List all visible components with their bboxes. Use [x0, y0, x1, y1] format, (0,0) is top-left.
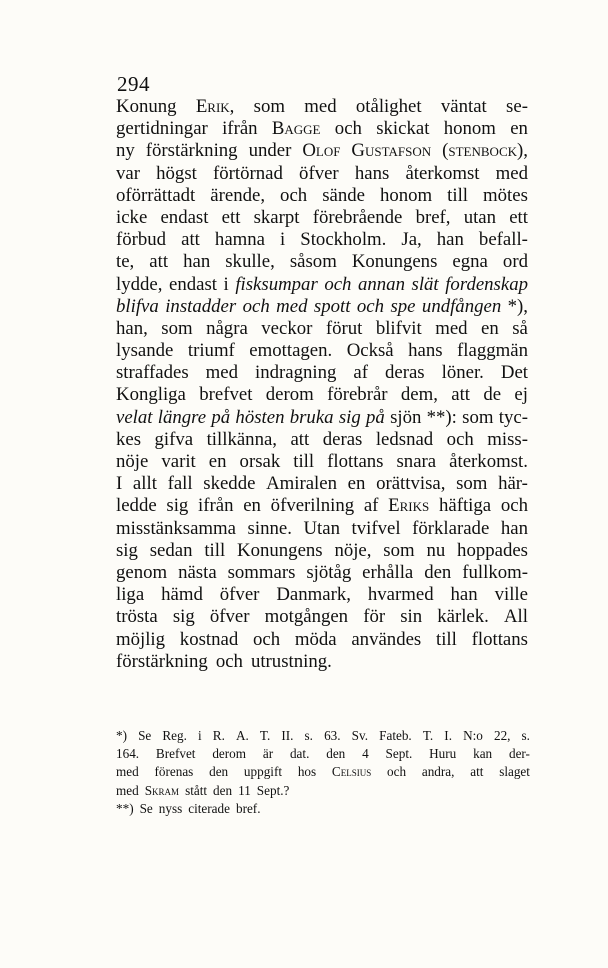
- word: löner.: [441, 362, 484, 384]
- word: och: [242, 295, 270, 317]
- word: fisksumpar: [235, 273, 318, 295]
- word: tillkänna,: [206, 428, 277, 450]
- word: misstänksamma: [116, 517, 236, 539]
- word: uppgift: [243, 764, 283, 780]
- text-line: [116, 185, 528, 207]
- word: derom: [265, 384, 314, 406]
- word: Reg.: [162, 728, 187, 743]
- word: att: [470, 764, 484, 780]
- word: den: [213, 782, 233, 798]
- word: hvarmed: [367, 584, 434, 606]
- word: fullkom-: [462, 561, 528, 583]
- word: derom: [212, 746, 247, 762]
- word: och: [252, 628, 281, 650]
- word: Bagge: [271, 118, 321, 140]
- word: **):: [426, 406, 457, 428]
- word: lydde,: [116, 273, 163, 295]
- word: öfver: [209, 606, 250, 628]
- word: Eriks: [388, 495, 430, 517]
- word: erhålla: [362, 561, 414, 583]
- word: ett: [509, 206, 528, 228]
- footnote-line: [116, 727, 530, 745]
- word: den: [424, 561, 452, 583]
- word: återkomst.: [449, 451, 528, 472]
- word: förstärkning: [145, 140, 238, 162]
- word: sig: [338, 406, 361, 428]
- word: N:o: [463, 728, 483, 743]
- word: endast: [160, 206, 209, 228]
- footnotes: [116, 727, 530, 818]
- word: fordenskap: [445, 273, 528, 295]
- word: dat.: [289, 746, 310, 762]
- word: Huru: [429, 746, 457, 762]
- word: han: [436, 229, 464, 251]
- word: öfver: [299, 162, 339, 184]
- text-line: [116, 118, 528, 140]
- word: Brefvet: [155, 746, 196, 762]
- word: förbud: [116, 229, 167, 251]
- word: varit: [161, 451, 196, 472]
- word: förut: [325, 317, 363, 339]
- word: flottans: [471, 628, 528, 650]
- word: sjötåg: [306, 561, 352, 583]
- word: T.: [422, 728, 434, 743]
- word: se-: [506, 96, 528, 117]
- word: såsom: [289, 251, 337, 273]
- word: att: [290, 428, 310, 450]
- word: I.: [444, 728, 452, 743]
- word: hans: [408, 340, 443, 362]
- word: miss-: [487, 428, 528, 450]
- word: i: [198, 728, 202, 743]
- word: nöje,: [334, 539, 372, 561]
- word: genom: [116, 561, 168, 583]
- word: ifrån: [222, 118, 258, 140]
- text-line: [116, 562, 528, 584]
- word: och: [500, 495, 528, 517]
- page-number: 294: [117, 72, 150, 96]
- word: ett: [221, 206, 241, 228]
- word: längre: [157, 406, 207, 428]
- word: med: [495, 162, 528, 184]
- text-line: [116, 362, 528, 384]
- word: och: [280, 184, 308, 206]
- word: kärlek.: [437, 606, 489, 628]
- word: te,: [116, 251, 135, 273]
- word: kes: [116, 428, 142, 450]
- word: och: [215, 650, 243, 672]
- text-line: [116, 274, 528, 296]
- word: deras: [322, 428, 363, 450]
- word: tyc-: [498, 406, 528, 428]
- word: lysande: [116, 340, 174, 362]
- word: A.: [235, 728, 249, 743]
- word: i: [280, 229, 286, 251]
- text-line: [116, 340, 528, 362]
- word: en: [510, 118, 528, 140]
- word: emottagen.: [249, 340, 333, 362]
- word: och: [356, 295, 384, 317]
- word: T.: [259, 728, 271, 743]
- word: annan: [358, 273, 405, 295]
- word: hos: [297, 764, 317, 780]
- word: *): [116, 728, 127, 743]
- word: han: [450, 584, 478, 606]
- word: bref.: [235, 800, 261, 816]
- word: nästa: [178, 561, 217, 583]
- word: förebrående: [312, 206, 403, 228]
- word: hämd: [161, 584, 203, 606]
- word: egna: [452, 251, 488, 273]
- word: förebrår: [327, 384, 388, 406]
- word: i: [223, 273, 229, 295]
- text-line: [116, 229, 528, 251]
- word: instadder: [165, 295, 237, 317]
- word: med: [116, 782, 139, 798]
- footnote-line: [116, 763, 530, 781]
- word: velat: [116, 406, 153, 428]
- word: citerade: [188, 800, 230, 816]
- word: ledde: [116, 495, 157, 517]
- word: nu: [426, 539, 446, 561]
- word: icke: [116, 206, 148, 228]
- word: kostnad: [179, 628, 239, 650]
- text-line: [116, 451, 528, 473]
- text-line: [116, 407, 528, 429]
- word: att: [149, 251, 169, 273]
- word: utan: [463, 206, 497, 228]
- word: honom: [443, 118, 496, 140]
- word: bref,: [415, 206, 451, 228]
- word: motgången: [264, 606, 349, 628]
- word: sig: [166, 495, 189, 517]
- word: som: [383, 539, 415, 561]
- text-line: [116, 495, 528, 517]
- word: förstärkning: [116, 650, 208, 672]
- word: sin: [400, 606, 423, 628]
- text-line: [116, 584, 528, 606]
- word: ej: [514, 384, 528, 406]
- word: ville: [494, 584, 528, 606]
- word: med: [276, 295, 308, 317]
- word: sinne.: [247, 517, 292, 539]
- word: oförrättadt: [116, 184, 196, 206]
- word: bruka: [289, 406, 334, 428]
- text-line: [116, 140, 528, 162]
- word: att: [451, 384, 471, 406]
- word: möda: [294, 628, 337, 650]
- word: förklarade: [412, 517, 490, 539]
- word: öfver: [219, 584, 260, 606]
- word: kan: [473, 746, 493, 762]
- word: som: [456, 473, 488, 495]
- word: de: [483, 384, 502, 406]
- word: nöje: [116, 451, 149, 472]
- word: hans: [354, 162, 390, 184]
- word: ifrån: [198, 495, 234, 517]
- word: Skram: [144, 782, 180, 798]
- word: hoppades: [457, 539, 528, 561]
- word: Sv.: [351, 728, 369, 743]
- word: några: [206, 317, 248, 339]
- footnote-line: [116, 800, 530, 818]
- text-line: [116, 629, 528, 651]
- word: undfången: [421, 295, 502, 317]
- word: slaget: [499, 764, 530, 780]
- word: endast: [168, 273, 217, 295]
- word: straffades: [116, 362, 189, 384]
- word: användes: [351, 628, 422, 650]
- word: en: [208, 451, 227, 472]
- word: Danmark,: [276, 584, 351, 606]
- word: skickat: [376, 118, 430, 140]
- word: ärende,: [210, 184, 266, 206]
- word: Stockholm.: [300, 229, 387, 251]
- word: sedan: [149, 539, 193, 561]
- word: utrustning.: [250, 650, 332, 672]
- body-text: [116, 96, 528, 673]
- word: möjlig: [116, 628, 166, 650]
- text-line: [116, 96, 528, 118]
- word: Sept.?: [256, 782, 290, 798]
- word: flottans: [327, 451, 384, 472]
- word: han: [500, 517, 528, 539]
- word: Gustafson: [351, 140, 432, 162]
- word: och: [387, 764, 407, 780]
- word: sig: [172, 606, 195, 628]
- word: deras: [384, 362, 425, 384]
- word: blifva: [116, 295, 159, 317]
- word: väntat: [440, 96, 487, 117]
- word: gifva: [154, 428, 194, 450]
- word: skedde: [203, 473, 256, 495]
- word: indragning: [255, 362, 337, 384]
- word: sände: [322, 184, 365, 206]
- word: skulle,: [225, 251, 275, 273]
- word: Amiralen: [266, 473, 338, 495]
- word: Utan: [303, 517, 340, 539]
- word: Erik,: [195, 96, 235, 117]
- word: **): [116, 800, 134, 816]
- word: till: [447, 184, 469, 206]
- word: brefvet: [199, 384, 253, 406]
- word: till: [435, 628, 457, 650]
- word: snara: [396, 451, 437, 472]
- word: 11: [238, 782, 251, 798]
- word: Också: [346, 340, 394, 362]
- word: med: [116, 764, 139, 780]
- word: Olof: [302, 140, 341, 162]
- word: häftiga: [438, 495, 492, 517]
- word: med: [435, 317, 468, 339]
- text-line: [116, 251, 528, 273]
- word: en: [481, 317, 499, 339]
- footnote-line: [116, 745, 530, 763]
- text-line: [116, 540, 528, 562]
- word: Se: [138, 728, 152, 743]
- word: han: [183, 251, 211, 273]
- text-line: [116, 473, 528, 495]
- word: och: [334, 118, 362, 140]
- word: högst: [156, 162, 197, 184]
- word: R.: [212, 728, 225, 743]
- text-line: [116, 606, 528, 628]
- word: 22,: [493, 728, 511, 743]
- text-line: [116, 296, 528, 318]
- word: 164.: [116, 746, 140, 762]
- text-line: [116, 518, 528, 540]
- word: fall: [167, 473, 193, 495]
- word: liga: [116, 584, 145, 606]
- word: Kongliga: [116, 384, 186, 406]
- word: Det: [500, 362, 528, 384]
- word: 63.: [324, 728, 341, 743]
- word: ledsnad: [375, 428, 434, 450]
- word: till: [204, 539, 226, 561]
- word: orsak: [239, 451, 281, 472]
- word: slät: [411, 273, 439, 295]
- word: spott: [313, 295, 351, 317]
- word: s.: [521, 728, 530, 743]
- word: ny: [116, 140, 135, 162]
- text-line: [116, 384, 528, 406]
- word: I: [116, 473, 123, 495]
- word: på: [211, 406, 231, 428]
- word: Konungens: [237, 539, 323, 561]
- word: flaggmän: [457, 340, 528, 362]
- word: Celsius: [331, 764, 372, 780]
- word: allt: [132, 473, 157, 495]
- word: trösta: [116, 606, 158, 628]
- word: och: [324, 273, 352, 295]
- word: den: [209, 764, 229, 780]
- word: *),: [507, 295, 528, 317]
- word: att: [181, 229, 200, 251]
- word: dem,: [400, 384, 438, 406]
- text-line: [116, 651, 528, 673]
- word: Sept.: [385, 746, 413, 762]
- text-line: [116, 163, 528, 185]
- word: nyss: [158, 800, 183, 816]
- word: sommars: [227, 561, 296, 583]
- word: s.: [304, 728, 313, 743]
- word: honom: [379, 184, 433, 206]
- word: Fateb.: [379, 728, 412, 743]
- word: som: [253, 96, 285, 117]
- word: Konung: [116, 96, 177, 117]
- word: som: [462, 406, 494, 428]
- word: blifvit: [375, 317, 422, 339]
- word: otålighet: [355, 96, 422, 117]
- word: skarpt: [253, 206, 300, 228]
- word: befall-: [478, 229, 528, 251]
- word: han,: [116, 317, 148, 339]
- word: öfverilning: [270, 495, 355, 517]
- word: med: [205, 362, 239, 384]
- word: 4: [362, 746, 369, 762]
- word: som: [161, 317, 193, 339]
- word: II.: [281, 728, 294, 743]
- word: orättvisa,: [376, 473, 446, 495]
- word: återkomst: [405, 162, 480, 184]
- word: med: [304, 96, 337, 117]
- word: stått: [185, 782, 208, 798]
- word: den: [326, 746, 346, 762]
- word: gertidningar: [116, 118, 208, 140]
- word: till: [293, 451, 315, 472]
- word: hösten: [235, 406, 285, 428]
- word: var: [116, 162, 140, 184]
- word: af: [353, 362, 368, 384]
- word: Se: [139, 800, 153, 816]
- word: på: [366, 406, 385, 428]
- word: triumf: [187, 340, 235, 362]
- word: der-: [508, 746, 530, 762]
- word: sjön: [390, 406, 422, 428]
- word: är: [262, 746, 274, 762]
- word: spe: [390, 295, 416, 317]
- word: under: [248, 140, 292, 162]
- word: förtörnad: [213, 162, 283, 184]
- word: andra,: [421, 764, 455, 780]
- word: här-: [498, 473, 528, 495]
- text-line: [116, 207, 528, 229]
- word: Konungens: [351, 251, 438, 273]
- word: sig: [116, 539, 138, 561]
- word: så: [512, 317, 528, 339]
- word: en: [347, 473, 366, 495]
- word: för: [363, 606, 386, 628]
- word: förenas: [154, 764, 194, 780]
- word: Ja,: [401, 229, 422, 251]
- text-line: [116, 318, 528, 340]
- word: och: [446, 428, 474, 450]
- text-line: [116, 429, 528, 451]
- word: ord: [502, 251, 528, 273]
- word: en: [243, 495, 261, 517]
- word: All: [503, 606, 528, 628]
- word: tvifvel: [351, 517, 401, 539]
- word: mötes: [483, 184, 528, 206]
- word: (stenbock),: [442, 140, 528, 162]
- word: veckor: [261, 317, 313, 339]
- footnote-line: [116, 782, 530, 800]
- word: af: [363, 495, 379, 517]
- word: hamna: [214, 229, 265, 251]
